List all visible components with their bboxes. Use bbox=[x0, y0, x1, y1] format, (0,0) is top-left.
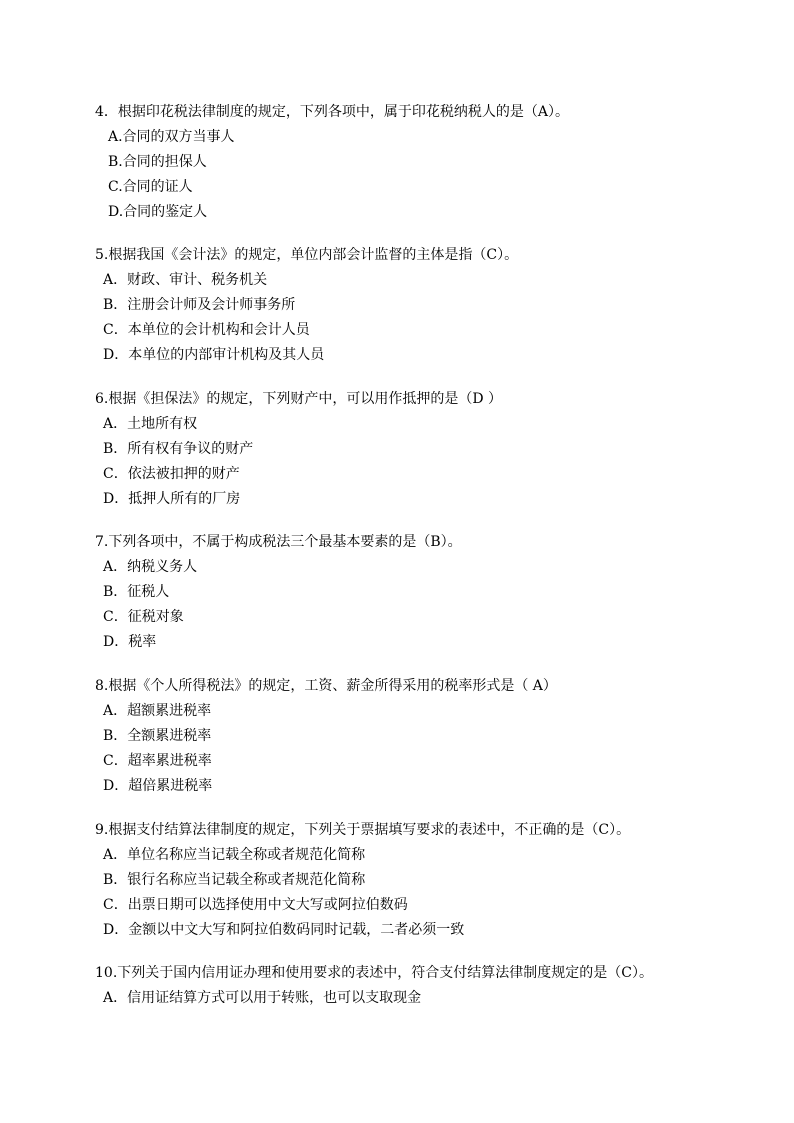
option-b: B．注册会计师及会计师事务所 bbox=[103, 297, 296, 313]
option-c: C．超率累进税率 bbox=[103, 753, 212, 769]
option-a: A．纳税义务人 bbox=[103, 559, 198, 575]
option-d: D．抵押人所有的厂房 bbox=[103, 491, 241, 507]
option-c: C．依法被扣押的财产 bbox=[103, 466, 240, 482]
question-stem: 8.根据《个人所得税法》的规定，工资、薪金所得采用的税率形式是（ A） bbox=[95, 678, 557, 694]
option-b: B．所有权有争议的财产 bbox=[103, 441, 254, 457]
option-b: B．银行名称应当记载全称或者规范化简称 bbox=[103, 872, 366, 888]
question-stem: 9.根据支付结算法律制度的规定，下列关于票据填写要求的表述中，不正确的是（C）。 bbox=[95, 822, 631, 838]
question-8 bbox=[95, 676, 754, 796]
option-a: A．信用证结算方式可以用于转账，也可以支取现金 bbox=[103, 990, 422, 1006]
option-a: A．财政、审计、税务机关 bbox=[103, 272, 268, 288]
option-d: D．本单位的内部审计机构及其人员 bbox=[103, 347, 325, 363]
option-d: D．税率 bbox=[103, 634, 157, 650]
option-c: C．出票日期可以选择使用中文大写或阿拉伯数码 bbox=[103, 897, 408, 913]
question-stem: 5.根据我国《会计法》的规定，单位内部会计监督的主体是指（C）。 bbox=[95, 247, 519, 263]
option-b: B.合同的担保人 bbox=[108, 154, 207, 170]
option-d: D．金额以中文大写和阿拉伯数码同时记载，二者必须一致 bbox=[103, 922, 465, 938]
option-b: B．征税人 bbox=[103, 584, 170, 600]
question-6 bbox=[95, 389, 754, 509]
question-7 bbox=[95, 532, 754, 652]
option-d: D.合同的鉴定人 bbox=[108, 204, 208, 220]
question-9 bbox=[95, 820, 754, 940]
question-stem: 10.下列关于国内信用证办理和使用要求的表述中，符合支付结算法律制度规定的是（C）。 bbox=[95, 965, 653, 981]
option-b: B．全额累进税率 bbox=[103, 728, 212, 744]
question-stem: 6.根据《担保法》的规定，下列财产中，可以用作抵押的是（D ） bbox=[95, 391, 503, 407]
question-4 bbox=[95, 102, 754, 222]
option-c: C．本单位的会计机构和会计人员 bbox=[103, 322, 310, 338]
question-stem: 7.下列各项中，不属于构成税法三个最基本要素的是（B）。 bbox=[95, 534, 462, 550]
question-stem: 4．根据印花税法律制度的规定，下列各项中，属于印花税纳税人的是（A）。 bbox=[95, 104, 570, 120]
option-c: C．征税对象 bbox=[103, 609, 184, 625]
option-a: A．单位名称应当记载全称或者规范化简称 bbox=[103, 847, 366, 863]
option-a: A．土地所有权 bbox=[103, 416, 198, 432]
option-a: A.合同的双方当事人 bbox=[108, 129, 235, 145]
question-5 bbox=[95, 245, 754, 365]
option-c: C.合同的证人 bbox=[108, 179, 193, 195]
option-d: D．超倍累进税率 bbox=[103, 778, 213, 794]
option-a: A．超额累进税率 bbox=[103, 703, 212, 719]
question-10 bbox=[95, 963, 754, 1008]
